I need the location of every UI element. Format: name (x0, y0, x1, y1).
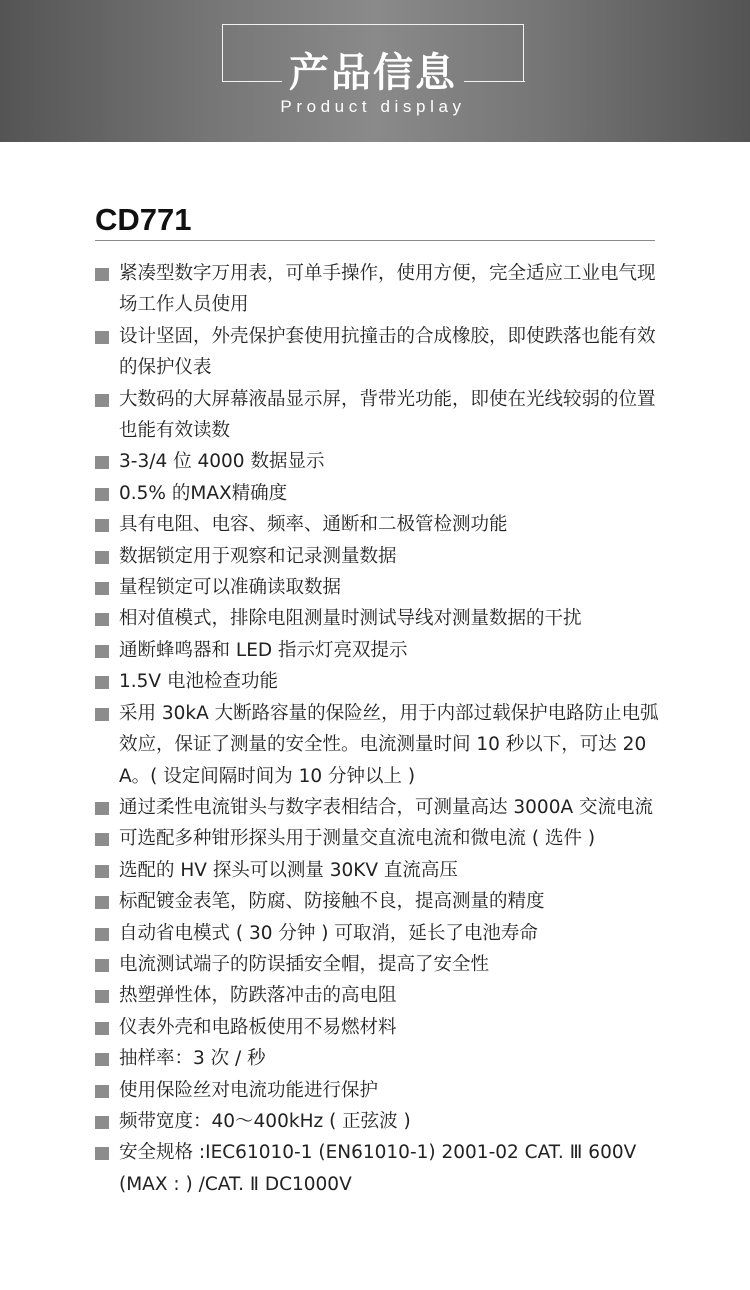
square-bullet-icon (95, 833, 109, 846)
feature-text: 0.5% 的MAX精确度 (119, 482, 288, 504)
square-bullet-icon (95, 645, 109, 658)
square-bullet-icon (95, 676, 109, 689)
feature-text: 频带宽度：40～400kHz ( 正弦波 ) (119, 1110, 411, 1132)
square-bullet-icon (95, 928, 109, 941)
feature-item (95, 918, 661, 949)
square-bullet-icon (95, 1116, 109, 1129)
feature-text: 量程锁定可以准确读取数据 (119, 577, 342, 599)
square-bullet-icon (95, 1053, 109, 1066)
feature-item (95, 698, 661, 792)
feature-item (95, 1075, 661, 1106)
square-bullet-icon (95, 865, 109, 878)
square-bullet-icon (95, 1147, 109, 1160)
square-bullet-icon (95, 613, 109, 626)
square-bullet-icon (95, 456, 109, 469)
square-bullet-icon (95, 802, 109, 815)
square-bullet-icon (95, 519, 109, 532)
feature-item (95, 446, 661, 477)
square-bullet-icon (95, 896, 109, 909)
feature-text: 自动省电模式 ( 30 分钟 ) 可取消，延长了电池寿命 (119, 922, 538, 944)
feature-item (95, 886, 661, 917)
feature-text: 可选配多种钳形探头用于测量交直流电流和微电流 ( 选件 ) (119, 828, 596, 850)
banner-title: 产品信息 (289, 50, 457, 96)
feature-text: 安全规格 :IEC61010-1 (EN61010-1) 2001-02 CAT. Ⅲ 600V (MAX : ) /CAT. Ⅱ DC1000V (119, 1142, 637, 1195)
square-bullet-icon (95, 551, 109, 564)
feature-item (95, 1137, 661, 1200)
square-bullet-icon (95, 1085, 109, 1098)
feature-item (95, 321, 661, 384)
feature-text: 1.5V 电池检查功能 (119, 671, 278, 693)
feature-text: 大数码的大屏幕液晶显示屏，背带光功能，即使在光线较弱的位置也能有效读数 (119, 388, 656, 442)
feature-item (95, 823, 661, 854)
feature-item (95, 603, 661, 634)
square-bullet-icon (95, 394, 109, 407)
heading-divider (95, 240, 655, 241)
feature-item (95, 572, 661, 603)
square-bullet-icon (95, 268, 109, 281)
square-bullet-icon (95, 582, 109, 595)
feature-text: 相对值模式，排除电阻测量时测试导线对测量数据的干扰 (119, 608, 582, 630)
feature-item (95, 666, 661, 697)
feature-text: 选配的 HV 探头可以测量 30KV 直流高压 (119, 859, 458, 881)
feature-item (95, 1012, 661, 1043)
feature-item (95, 1043, 661, 1074)
feature-item (95, 384, 661, 447)
square-bullet-icon (95, 708, 109, 721)
feature-text: 3-3/4 位 4000 数据显示 (119, 451, 325, 473)
feature-item (95, 258, 661, 321)
square-bullet-icon (95, 990, 109, 1003)
feature-item (95, 509, 661, 540)
feature-text: 抽样率：3 次 / 秒 (119, 1048, 266, 1070)
feature-text: 使用保险丝对电流功能进行保护 (119, 1079, 379, 1101)
feature-item (95, 980, 661, 1011)
feature-text: 标配镀金表笔，防腐、防接触不良，提高测量的精度 (119, 891, 545, 913)
feature-text: 通过柔性电流钳头与数字表相结合，可测量高达 3000A 交流电流 (119, 796, 654, 818)
feature-text: 具有电阻、电容、频率、通断和二极管检测功能 (119, 514, 508, 536)
feature-item (95, 949, 661, 980)
feature-text: 通断蜂鸣器和 LED 指示灯亮双提示 (119, 639, 408, 661)
feature-list (95, 258, 661, 1200)
header-banner (0, 0, 750, 142)
feature-item (95, 541, 661, 572)
feature-text: 采用 30kA 大断路容量的保险丝，用于内部过载保护电路防止电弧效应，保证了测量的安全性。电流测量时间 10 秒以下，可达 20A。( 设定间隔时间为 10 分钟以上 ) (119, 702, 659, 787)
feature-item (95, 855, 661, 886)
feature-text: 设计坚固，外壳保护套使用抗撞击的合成橡胶，即使跌落也能有效的保护仪表 (119, 325, 656, 379)
feature-text: 仪表外壳和电路板使用不易燃材料 (119, 1016, 397, 1038)
feature-text: 热塑弹性体，防跌落冲击的高电阻 (119, 985, 397, 1007)
feature-item (95, 478, 661, 509)
feature-text: 电流测试端子的防误插安全帽，提高了安全性 (119, 953, 490, 975)
feature-item (95, 635, 661, 666)
feature-text: 紧凑型数字万用表，可单手操作，使用方便，完全适应工业电气现场工作人员使用 (119, 263, 656, 316)
square-bullet-icon (95, 959, 109, 972)
square-bullet-icon (95, 1022, 109, 1035)
feature-item (95, 1106, 661, 1137)
model-heading: CD771 (95, 202, 192, 237)
square-bullet-icon (95, 331, 109, 344)
square-bullet-icon (95, 488, 109, 501)
banner-subtitle: Product display (280, 97, 466, 116)
feature-text: 数据锁定用于观察和记录测量数据 (119, 545, 397, 567)
feature-item (95, 792, 661, 823)
